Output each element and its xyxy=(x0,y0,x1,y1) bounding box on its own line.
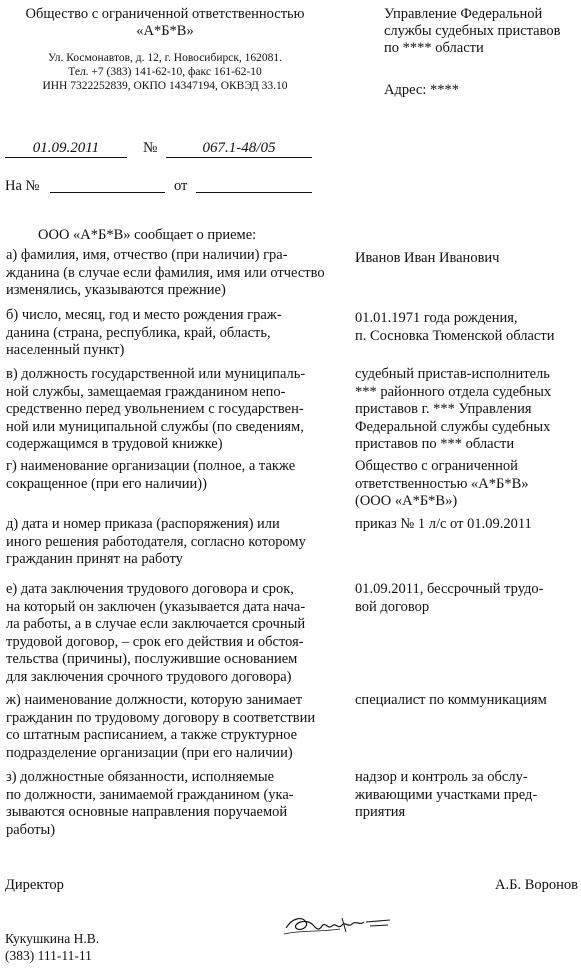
addressee-address: Адрес: **** xyxy=(384,82,459,98)
row-v-value-line: приставов по *** области xyxy=(355,436,515,452)
row-z-value-line: надзор и контроль за обслу- xyxy=(355,769,528,785)
row-d-label-line: гражданин принят на работу xyxy=(6,551,183,567)
row-g-label-line: г) наименование организации (полное, а также xyxy=(6,458,296,474)
sender-org-name: Общество с ограниченной ответственностью xyxy=(25,6,305,22)
row-e-label xyxy=(6,581,348,686)
row-zh-label-line: подразделение организации (при его наличии) xyxy=(6,744,293,761)
row-v-value xyxy=(355,366,581,454)
row-v-label-line: ной или муниципальной службы (по сведениям, xyxy=(6,418,304,435)
row-z-label-line: з) должностные обязанности, исполняемые xyxy=(6,769,275,785)
row-e-label-line: ла работы, а в случае если заключается срочный xyxy=(6,616,306,632)
signer-position: Директор xyxy=(5,877,64,893)
row-z-label-line: зываются основные направления поручаемой xyxy=(6,804,288,820)
row-zh-label-line: гражданин по трудовому договору в соответствии xyxy=(6,709,316,726)
row-v-label-line: в) должность государственной или муниципаль- xyxy=(6,366,306,382)
row-b-value-line: 01.01.1971 года рождения, xyxy=(355,310,518,326)
intro-text: ООО «А*Б*В» сообщает о приеме: xyxy=(38,227,257,243)
reg-number-sign: № xyxy=(143,140,158,156)
row-e-label-line: е) дата заключения трудового договора и срок, xyxy=(6,581,294,597)
row-d-value-line: приказ № 1 л/с от 01.09.2011 xyxy=(355,516,532,532)
row-b-label-line: данина (страна, республика, край, область, xyxy=(6,324,271,341)
row-zh-label-line: ж) наименование должности, которую занимает xyxy=(6,692,303,708)
row-v-label-line: ной службы, замещаемая гражданином непо- xyxy=(6,383,286,400)
row-z-value xyxy=(355,769,581,822)
row-a-label xyxy=(6,247,348,300)
row-d-label-line: д) дата и номер приказа (распоряжения) или xyxy=(6,516,280,532)
row-g-value-line: Общество с ограниченной xyxy=(355,458,518,474)
reg-date-field xyxy=(5,140,127,158)
row-g-label-line: сокращенное (при его наличии)) xyxy=(6,475,207,492)
row-e-label-line: трудовой договор, – срок его действия и обстоя- xyxy=(6,633,304,650)
row-e-value-line: 01.09.2011, бессрочный трудо- xyxy=(355,581,544,597)
reg-number-field xyxy=(166,140,312,158)
reg-date: 01.09.2011 xyxy=(5,140,127,158)
sender-ids: ИНН 7322252839, ОКПО 14347194, ОКВЭД 33.10 xyxy=(42,80,288,92)
row-a-value-line: Иванов Иван Иванович xyxy=(355,250,500,266)
row-d-label-line: иного решения работодателя, согласно которому xyxy=(6,533,306,550)
row-v-value-line: Федеральной службы судебных xyxy=(355,418,551,435)
row-e-label-line: тельства (причины), послужившие основанием xyxy=(6,651,298,667)
row-v-value-line: *** районного отдела судебных xyxy=(355,383,552,400)
row-g-value-line: ответственностью «А*Б*В» xyxy=(355,475,529,492)
row-b-value xyxy=(355,310,581,345)
row-e-label-line: на который он заключен (указывается дата нача- xyxy=(6,598,306,615)
row-v-value-line: судебный пристав-исполнитель xyxy=(355,366,550,382)
row-zh-value xyxy=(355,692,581,710)
row-b-label-line: б) число, месяц, год и место рождения граж- xyxy=(6,307,282,323)
row-v-label-line: содержащимся в трудовой книжке) xyxy=(6,436,223,452)
row-e-value xyxy=(355,581,581,616)
row-a-value xyxy=(355,250,581,268)
row-z-label-line: по должности, занимаемой гражданином (ука- xyxy=(6,786,294,803)
row-z-value-line: приятия xyxy=(355,804,406,820)
sender-address: Ул. Космонавтов, д. 12, г. Новосибирск, 162081. xyxy=(47,52,283,64)
row-v-label xyxy=(6,366,348,454)
executor-phone: (383) 111-11-11 xyxy=(5,948,92,963)
addressee-line-1: Управление Федеральной xyxy=(384,6,543,22)
row-a-label-line: а) фамилия, имя, отчество (при наличии) гра- xyxy=(6,247,288,263)
ref-number-blank xyxy=(50,192,165,193)
row-v-value-line: приставов г. *** Управления xyxy=(355,401,532,417)
ref-from-label: от xyxy=(174,178,188,194)
row-d-value xyxy=(355,516,581,534)
row-b-label-line: населенный пункт) xyxy=(6,342,125,358)
row-z-label-line: работы) xyxy=(6,821,56,838)
row-a-label-line: изменялись, указываются прежние) xyxy=(6,282,226,298)
sender-block xyxy=(0,6,330,93)
row-zh-label-line: со штатным расписанием, а также структурное xyxy=(6,727,298,743)
ref-number-label: На № xyxy=(5,178,40,194)
row-b-label xyxy=(6,307,348,360)
row-zh-label xyxy=(6,692,348,762)
sender-phone: Тел. +7 (383) 141-62-10, факс 161-62-10 xyxy=(68,66,262,78)
row-e-value-line: вой договор xyxy=(355,598,430,615)
sender-org-short-name: «А*Б*В» xyxy=(136,23,194,39)
addressee-block xyxy=(384,6,581,57)
row-d-label xyxy=(6,516,348,569)
row-g-value-line: (ООО «А*Б*В») xyxy=(355,493,458,509)
handwritten-signature xyxy=(282,908,394,944)
addressee-line-3: по **** области xyxy=(384,40,484,56)
row-z-label xyxy=(6,769,348,839)
signer-name: А.Б. Воронов xyxy=(495,877,578,893)
row-zh-value-line: специалист по коммуникациям xyxy=(355,692,547,708)
row-e-label-line: для заключения срочного трудового договора) xyxy=(6,668,292,685)
row-v-label-line: средственно перед увольнением с государствен- xyxy=(6,401,304,417)
addressee-line-2: службы судебных приставов xyxy=(384,23,561,39)
executor-name: Кукушкина Н.В. xyxy=(5,931,100,946)
row-a-label-line: жданина (в случае если фамилия, имя или отчество xyxy=(6,264,325,281)
row-g-label xyxy=(6,458,348,493)
reg-number: 067.1-48/05 xyxy=(166,140,312,158)
row-g-value xyxy=(355,458,581,511)
row-b-value-line: п. Сосновка Тюменской области xyxy=(355,327,555,344)
ref-date-blank xyxy=(196,192,312,193)
row-z-value-line: живающими участками пред- xyxy=(355,786,538,803)
